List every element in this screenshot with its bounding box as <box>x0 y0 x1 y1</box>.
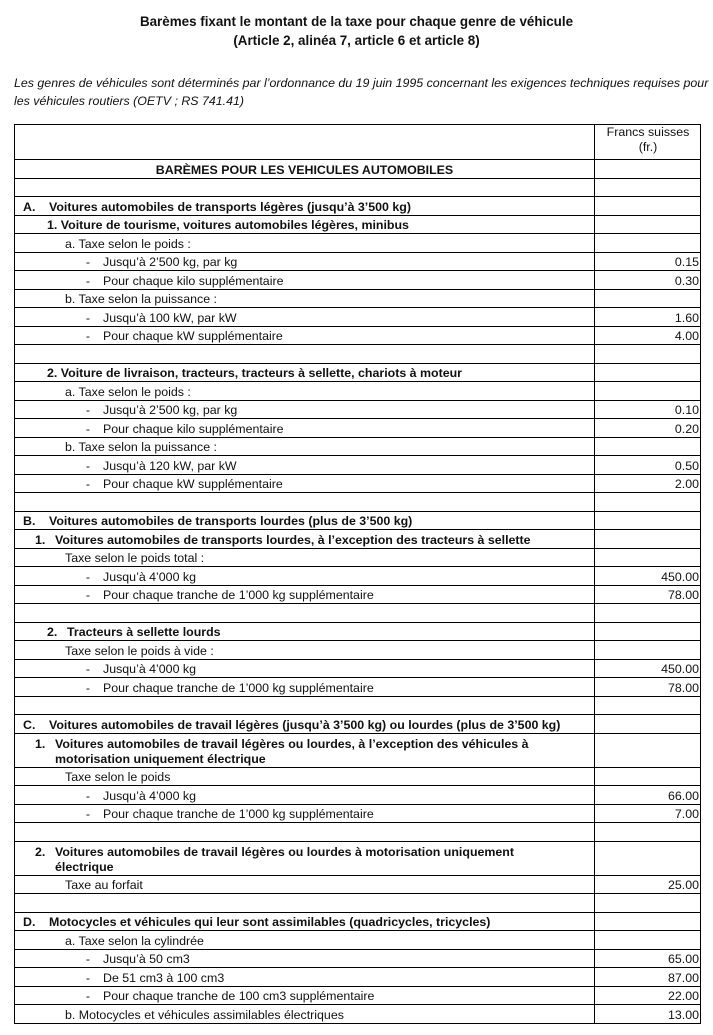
row-description <box>15 1005 595 1024</box>
row-amount: 450.00 <box>595 567 701 586</box>
table-row <box>15 949 701 968</box>
row-text: Voitures automobiles de transports légères (jusqu’à 3’500 kg) <box>49 199 411 214</box>
table-row <box>15 715 701 734</box>
row-description <box>15 345 595 364</box>
row-amount: 7.00 <box>595 804 701 823</box>
row-text: 1. Voiture de tourisme, voitures automobiles légères, minibus <box>47 218 409 232</box>
row-description <box>15 622 595 641</box>
table-row <box>15 252 701 271</box>
row-description <box>15 160 595 179</box>
row-description <box>15 252 595 271</box>
row-amount <box>595 733 701 767</box>
row-text: Jusqu’à 120 kW, par kW <box>103 458 237 473</box>
row-description <box>15 271 595 290</box>
row-text: De 51 cm3 à 100 cm3 <box>103 970 225 985</box>
row-text: Voitures automobiles de transports lourdes (plus de 3’500 kg) <box>49 514 413 528</box>
row-amount <box>595 530 701 549</box>
row-amount: 66.00 <box>595 786 701 805</box>
row-label: 2. <box>47 625 58 639</box>
row-description <box>15 949 595 968</box>
table-row <box>15 289 701 308</box>
rates-table-body <box>15 125 701 1024</box>
table-row <box>15 804 701 823</box>
row-description <box>15 585 595 604</box>
row-text: Voitures automobiles de travail légères ou lourdes, à l’exception des véhicules à motorisation uniquement électrique <box>55 736 529 766</box>
bullet-dash: - <box>85 403 91 417</box>
row-description <box>15 715 595 734</box>
row-text: Motocycles et véhicules qui leur sont assimilables (quadricycles, tricycles) <box>49 915 491 929</box>
row-amount <box>595 178 701 197</box>
row-label: 1. <box>35 532 46 547</box>
table-row <box>15 678 701 697</box>
table-row <box>15 931 701 950</box>
row-text: 2. Voiture de livraison, tracteurs, tracteurs à sellette, chariots à moteur <box>47 366 463 380</box>
row-label: 1. <box>35 736 46 751</box>
row-description <box>15 548 595 567</box>
row-amount <box>595 841 701 875</box>
table-row <box>15 567 701 586</box>
row-amount: 0.15 <box>595 252 701 271</box>
row-description <box>15 419 595 438</box>
row-amount <box>595 696 701 715</box>
row-description <box>15 986 595 1005</box>
table-row <box>15 400 701 419</box>
table-row <box>15 733 701 767</box>
row-label: A. <box>23 199 36 214</box>
table-header-row <box>15 125 701 160</box>
bullet-dash: - <box>85 329 91 343</box>
bullet-dash: - <box>85 477 91 491</box>
row-label: D. <box>23 915 36 929</box>
blank-row <box>15 604 701 623</box>
row-text: Pour chaque tranche de 1’000 kg supplémentaire <box>103 807 374 821</box>
table-header-description <box>15 125 595 160</box>
row-text: Voitures automobiles de transports lourdes, à l’exception des tracteurs à sellette <box>55 532 531 547</box>
row-amount: 4.00 <box>595 326 701 345</box>
blank-row <box>15 696 701 715</box>
row-text: Jusqu’à 2’500 kg, par kg <box>103 403 238 417</box>
row-description <box>15 456 595 475</box>
row-description <box>15 968 595 987</box>
row-description <box>15 308 595 327</box>
row-text: Pour chaque kilo supplémentaire <box>103 421 284 436</box>
row-amount: 13.00 <box>595 1005 701 1024</box>
row-description <box>15 400 595 419</box>
table-row <box>15 271 701 290</box>
table-row <box>15 786 701 805</box>
row-description <box>15 678 595 697</box>
row-amount <box>595 234 701 253</box>
row-description <box>15 604 595 623</box>
blank-row <box>15 894 701 913</box>
row-text: Jusqu’à 4’000 kg <box>103 662 196 676</box>
table-row <box>15 419 701 438</box>
table-row <box>15 437 701 456</box>
table-row <box>15 548 701 567</box>
row-text: Taxe selon le poids <box>65 770 171 784</box>
row-description <box>15 786 595 805</box>
row-description <box>15 804 595 823</box>
row-description <box>15 326 595 345</box>
row-text: Pour chaque tranche de 1’000 kg supplémentaire <box>103 680 374 695</box>
row-amount <box>595 604 701 623</box>
row-amount: 78.00 <box>595 585 701 604</box>
intro-paragraph: Les genres de véhicules sont déterminés par l’ordonnance du 19 juin 1995 concernant les exigences techniques requises pour les véhicules routiers (OETV ; RS 741.41) <box>14 76 709 108</box>
table-row <box>15 382 701 401</box>
bullet-dash: - <box>85 807 91 821</box>
row-description <box>15 178 595 197</box>
bullet-dash: - <box>85 952 91 966</box>
bullet-dash: - <box>85 458 91 473</box>
blank-row <box>15 345 701 364</box>
row-text: Taxe au forfait <box>65 878 143 892</box>
row-amount: 25.00 <box>595 875 701 894</box>
row-text: Jusqu’à 2’500 kg, par kg <box>103 255 238 269</box>
table-row <box>15 585 701 604</box>
row-description <box>15 474 595 493</box>
row-description <box>15 696 595 715</box>
row-amount <box>595 715 701 734</box>
row-amount <box>595 511 701 530</box>
bullet-dash: - <box>85 569 91 584</box>
row-text: Pour chaque kW supplémentaire <box>103 329 283 343</box>
row-description <box>15 641 595 660</box>
row-description <box>15 493 595 512</box>
row-amount: 2.00 <box>595 474 701 493</box>
table-row <box>15 968 701 987</box>
table-row <box>15 308 701 327</box>
bullet-dash: - <box>85 970 91 985</box>
row-amount <box>595 767 701 786</box>
row-amount: 450.00 <box>595 659 701 678</box>
row-description <box>15 912 595 931</box>
row-amount: 1.60 <box>595 308 701 327</box>
table-row <box>15 767 701 786</box>
row-amount: 0.50 <box>595 456 701 475</box>
row-description <box>15 530 595 549</box>
table-row <box>15 875 701 894</box>
row-amount <box>595 382 701 401</box>
row-text: b. Taxe selon la puissance : <box>65 292 217 306</box>
rates-table <box>14 124 701 1024</box>
row-description <box>15 363 595 382</box>
row-text: Jusqu’à 100 kW, par kW <box>103 310 237 325</box>
row-amount <box>595 548 701 567</box>
table-row <box>15 363 701 382</box>
row-label: B. <box>23 514 36 528</box>
table-row <box>15 326 701 345</box>
row-text: Voitures automobiles de travail légères ou lourdes à motorisation uniquement électrique <box>55 844 515 874</box>
row-amount <box>595 931 701 950</box>
row-text: a. Taxe selon la cylindrée <box>65 933 204 948</box>
row-text: b. Taxe selon la puissance : <box>65 440 217 454</box>
bullet-dash: - <box>85 989 91 1003</box>
table-row <box>15 456 701 475</box>
table-row <box>15 530 701 549</box>
row-amount <box>595 215 701 234</box>
row-amount <box>595 894 701 913</box>
table-row <box>15 986 701 1005</box>
table-row <box>15 160 701 179</box>
document-title <box>0 12 713 50</box>
row-text: Tracteurs à sellette lourds <box>67 625 221 639</box>
bullet-dash: - <box>85 255 91 269</box>
bullet-dash: - <box>85 588 91 602</box>
row-text: Pour chaque kW supplémentaire <box>103 477 283 491</box>
row-description <box>15 931 595 950</box>
row-amount <box>595 363 701 382</box>
row-amount: 87.00 <box>595 968 701 987</box>
row-amount <box>595 160 701 179</box>
row-text: Jusqu’à 4’000 kg <box>103 569 196 584</box>
table-row <box>15 622 701 641</box>
row-description <box>15 733 595 767</box>
row-text: Pour chaque tranche de 1’000 kg supplémentaire <box>103 588 374 602</box>
row-text: Voitures automobiles de travail légères (jusqu’à 3’500 kg) ou lourdes (plus de 3’500 kg) <box>49 717 561 732</box>
table-row <box>15 1005 701 1024</box>
row-text: Jusqu’à 4’000 kg <box>103 788 196 803</box>
table-row <box>15 197 701 216</box>
table-row <box>15 234 701 253</box>
row-label: 2. <box>35 844 46 859</box>
row-amount: 0.30 <box>595 271 701 290</box>
bullet-dash: - <box>85 662 91 676</box>
blank-row <box>15 178 701 197</box>
row-amount: 65.00 <box>595 949 701 968</box>
row-amount <box>595 437 701 456</box>
row-description <box>15 382 595 401</box>
row-text: Taxe selon le poids total : <box>65 551 205 565</box>
title-line-1: Barèmes fixant le montant de la taxe pour chaque genre de véhicule <box>139 14 574 29</box>
row-amount: 78.00 <box>595 678 701 697</box>
row-text: a. Taxe selon le poids : <box>65 236 191 251</box>
blank-row <box>15 493 701 512</box>
table-header-currency: Francs suisses (fr.) <box>595 125 701 160</box>
row-description <box>15 437 595 456</box>
row-text: Jusqu’à 50 cm3 <box>103 952 190 966</box>
row-amount: 0.10 <box>595 400 701 419</box>
table-row <box>15 641 701 660</box>
table-row <box>15 511 701 530</box>
row-amount <box>595 493 701 512</box>
row-description <box>15 767 595 786</box>
row-text: b. Motocycles et véhicules assimilables électriques <box>65 1007 344 1022</box>
row-description <box>15 841 595 875</box>
table-row <box>15 215 701 234</box>
row-description <box>15 567 595 586</box>
bullet-dash: - <box>85 273 91 288</box>
row-text: BARÈMES POUR LES VEHICULES AUTOMOBILES <box>155 162 454 177</box>
row-amount <box>595 641 701 660</box>
row-amount: 0.20 <box>595 419 701 438</box>
row-amount <box>595 197 701 216</box>
row-text: Pour chaque kilo supplémentaire <box>103 273 284 288</box>
row-amount: 22.00 <box>595 986 701 1005</box>
table-row <box>15 841 701 875</box>
row-description <box>15 234 595 253</box>
row-text: a. Taxe selon le poids : <box>65 384 191 399</box>
row-amount <box>595 912 701 931</box>
row-description <box>15 511 595 530</box>
row-amount <box>595 622 701 641</box>
table-row <box>15 474 701 493</box>
bullet-dash: - <box>85 680 91 695</box>
row-amount <box>595 823 701 842</box>
row-description <box>15 875 595 894</box>
bullet-dash: - <box>85 421 91 436</box>
row-text: Pour chaque tranche de 100 cm3 supplémentaire <box>103 989 375 1003</box>
row-description <box>15 823 595 842</box>
blank-row <box>15 823 701 842</box>
row-amount <box>595 345 701 364</box>
title-line-2: (Article 2, alinéa 7, article 6 et article 8) <box>233 33 480 48</box>
table-row <box>15 659 701 678</box>
bullet-dash: - <box>85 310 91 325</box>
table-row <box>15 912 701 931</box>
row-description <box>15 894 595 913</box>
row-description <box>15 659 595 678</box>
row-description <box>15 289 595 308</box>
row-description <box>15 215 595 234</box>
row-label: C. <box>23 717 36 732</box>
bullet-dash: - <box>85 788 91 803</box>
row-text: Taxe selon le poids à vide : <box>65 643 214 658</box>
row-amount <box>595 289 701 308</box>
row-description <box>15 197 595 216</box>
